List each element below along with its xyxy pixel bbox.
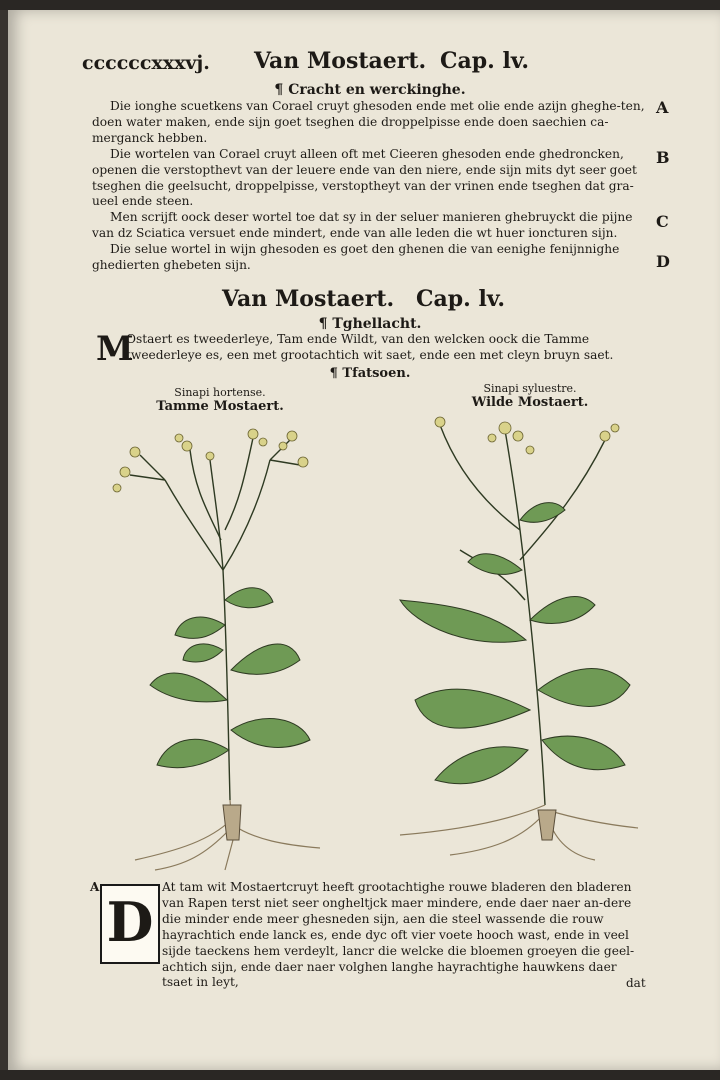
chapter-number: Cap. lv. xyxy=(440,48,530,74)
intro-paragraph: Ostaert es tweederleye, Tam ende Wildt, van den welcken oock die Tamme tweederleye es, een met grootachtich wit saet, ende een met cleyn bruyn saet. xyxy=(126,332,614,362)
plant-caption-wild xyxy=(430,382,630,410)
dutch-name: Wilde Mostaert. xyxy=(471,395,589,410)
paragraph: Men scrijft oock deser wortel toe dat sy in der seluer manieren ghebruyckt die pijne van dz Sciatica versuet ende mindert, ende van alle leden die wt huer ioncturen sijn. xyxy=(92,210,633,241)
running-title: Van Mostaert. xyxy=(254,48,427,74)
folio-number: ccccccxxxvj. xyxy=(82,52,210,74)
tame-mustard-illustration xyxy=(95,420,345,880)
dutch-name: Tamme Mostaert. xyxy=(156,399,284,414)
wild-mustard-illustration xyxy=(380,410,640,880)
section-heading-ghellacht: ¶ Tghellacht. xyxy=(318,316,422,332)
margin-letter-a-lower: A xyxy=(90,880,100,894)
paragraph: Die wortelen van Corael cruyt alleen oft met Cieeren ghesoden ende ghedroncken, openen die verstopthevt van der leuere ende van den niere, ende sijn mits dyt seer goet tseghen die geelsucht, droppelpisse, verstoptheyt van der vrinen ende tseghen dat gra-ueel ende steen. xyxy=(92,146,637,209)
latin-name: Sinapi syluestre. xyxy=(483,382,577,395)
description-paragraph xyxy=(162,880,646,991)
decorated-initial: D xyxy=(100,884,160,964)
margin-letter-a: A xyxy=(656,98,669,117)
catchword: dat xyxy=(626,976,646,990)
intro-initial: M xyxy=(96,329,134,369)
latin-name: Sinapi hortense. xyxy=(174,386,266,399)
figure-heading: ¶ Tfatsoen. xyxy=(329,366,411,381)
section-heading-cracht: ¶ Cracht en werckinghe. xyxy=(274,82,466,98)
chapter-title xyxy=(90,286,650,316)
margin-letter-c: C xyxy=(656,212,669,231)
section-body-cracht xyxy=(92,99,650,274)
plant-caption-tame xyxy=(120,386,320,414)
margin-letter-b: B xyxy=(656,148,670,167)
chapter-intro xyxy=(126,332,646,364)
paragraph: Die selue wortel in wijn ghesoden es goet den ghenen die van eenighe fenijnnighe ghedierten ghebeten sijn. xyxy=(92,242,620,273)
page-header xyxy=(82,48,642,82)
chapter-title-number: Cap. lv. xyxy=(416,286,506,312)
margin-letter-d: D xyxy=(656,252,670,271)
chapter-running-title: Van Mostaert. xyxy=(222,286,395,312)
description-text: At tam wit Mostaertcruyt heeft grootachtighe rouwe bladeren den bladeren van Rapen terst niet seer ongheltjck maer mindere, ende daer naer an-dere die minder ende meer ghesneden sijn, aen die steel wassende die rouw hayrachtich ende lanck es, ende dyc oft vier voete hooch wast, ende in veel sijde taeckens hem verdeylt, lancr die welcke die bloemen groeyen die geel-achtich sijn, ende daer naer volghen langhe hayrachtighe hauwkens daer tsaet in leyt, xyxy=(162,880,635,990)
paragraph: Die ionghe scuetkens van Corael cruyt ghesoden ende met olie ende azijn gheghe-ten, doen water maken, ende sijn goet tseghen die droppelpisse ende doen saechien ca-merganck hebben. xyxy=(92,99,645,145)
